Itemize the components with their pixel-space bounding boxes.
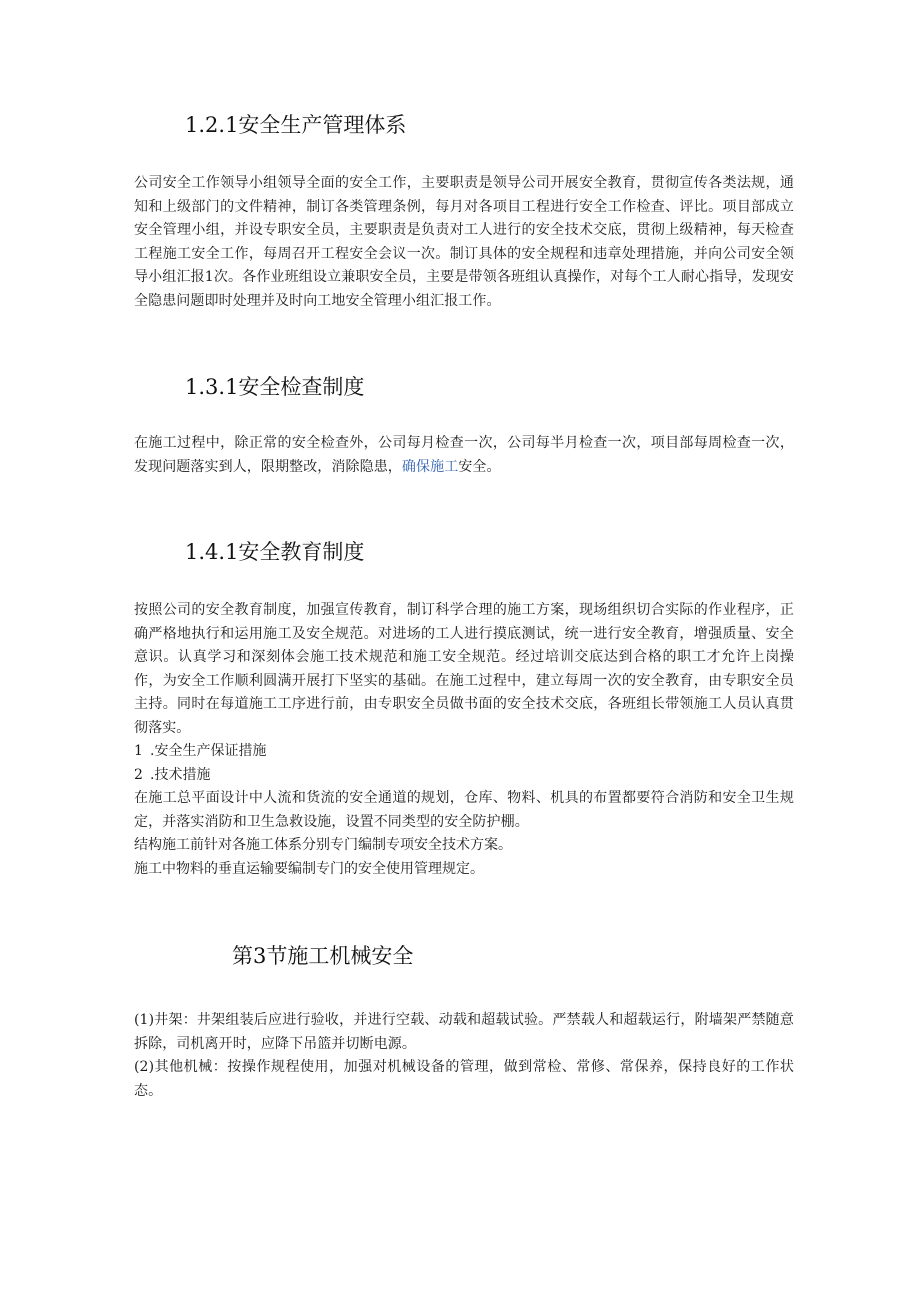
paragraph-technical-measures: 在施工总平面设计中人流和货流的安全通道的规划，仓库、物料、机具的布置都要符合消防和安全卫生规定，并落实消防和卫生急救设施，设置不同类型的安全防护棚。 (134, 790, 794, 830)
list-item-number: 2 (134, 767, 143, 783)
line-structural-safety-plan: 结构施工前针对各施工体系分别专门编制专项安全技术方案。 (134, 837, 512, 853)
list-item (134, 740, 266, 764)
paragraph-hoist-frame: (1)井架：井架组装后应进行验收，并进行空载、动载和超载试验。严禁载人和超载运行，附墙架严禁随意拆除，司机离开时，应降下吊篮并切断电源。 (134, 1012, 794, 1052)
paragraph-safety-inspection-system (134, 432, 794, 479)
paragraph-safety-education-system: 按照公司的安全教育制度，加强宣传教育，制订科学合理的施工方案，现场组织切合实际的作业程序，正确严格地执行和运用施工及安全规范。对进场的工人进行摸底测试，统一进行安全教育，增强质量、安全意识。认真学习和深刻体会施工技术规范和施工安全规范。经过培训交底达到合格的职工才允许上岗操作，为安全工作顺利圆满开展打下坚实的基础。在施工过程中，建立每周一次的安全教育，由专职安全员主持。同时在每道施工工序进行前，由专职安全员做书面的安全技术交底，各班组长带领施工人员认真贯彻落实。 (134, 602, 794, 736)
ensure-construction-link[interactable]: 确保施工 (401, 458, 459, 475)
heading-construction-machinery-safety: 第3节施工机械安全 (232, 944, 414, 968)
list-item-text: .安全生产保证措施 (150, 743, 267, 759)
paragraph-safety-management-system: 公司安全工作领导小组领导全面的安全工作，主要职责是领导公司开展安全教育，贯彻宣传各类法规，通知和上级部门的文件精神，制订各类管理条例，每月对各项目工程进行安全工作检查、评比。项目部成立安全管理小组，并设专职安全员，主要职责是负责对工人进行的安全技术交底，贯彻上级精神，每天检查工程施工安全工作，每周召开工程安全会议一次。制订具体的安全规程和违章处理措施，并向公司安全领导小组汇报1次。各作业班组设立兼职安全员，主要是带领各班组认真操作，对每个工人耐心指导，发现安全隐患问题即时处理并及时向工地安全管理小组汇报工作。 (134, 175, 794, 309)
line-vertical-transport-rule: 施工中物料的垂直运输要编制专门的安全使用管理规定。 (134, 861, 484, 877)
inspection-text-after-link: 安全。 (458, 458, 501, 475)
heading-safety-education-system: 1.4.1安全教育制度 (185, 540, 365, 564)
heading-safety-inspection-system: 1.3.1安全检查制度 (185, 375, 365, 399)
list-item (134, 764, 210, 788)
list-item-text: .技术措施 (150, 767, 211, 783)
paragraph-other-machinery: (2)其他机械：按操作规程使用，加强对机械设备的管理，做到常检、常修、常保养，保持良好的工作状态。 (134, 1059, 794, 1099)
list-item-number: 1 (134, 743, 143, 759)
heading-safety-management-system: 1.2.1安全生产管理体系 (185, 113, 407, 137)
inspection-text-before-link: 在施工过程中，除正常的安全检查外，公司每月检查一次，公司每半月检查一次，项目部每周检查一次，发现问题落实到人，限期整改，消除隐患， (134, 435, 794, 475)
